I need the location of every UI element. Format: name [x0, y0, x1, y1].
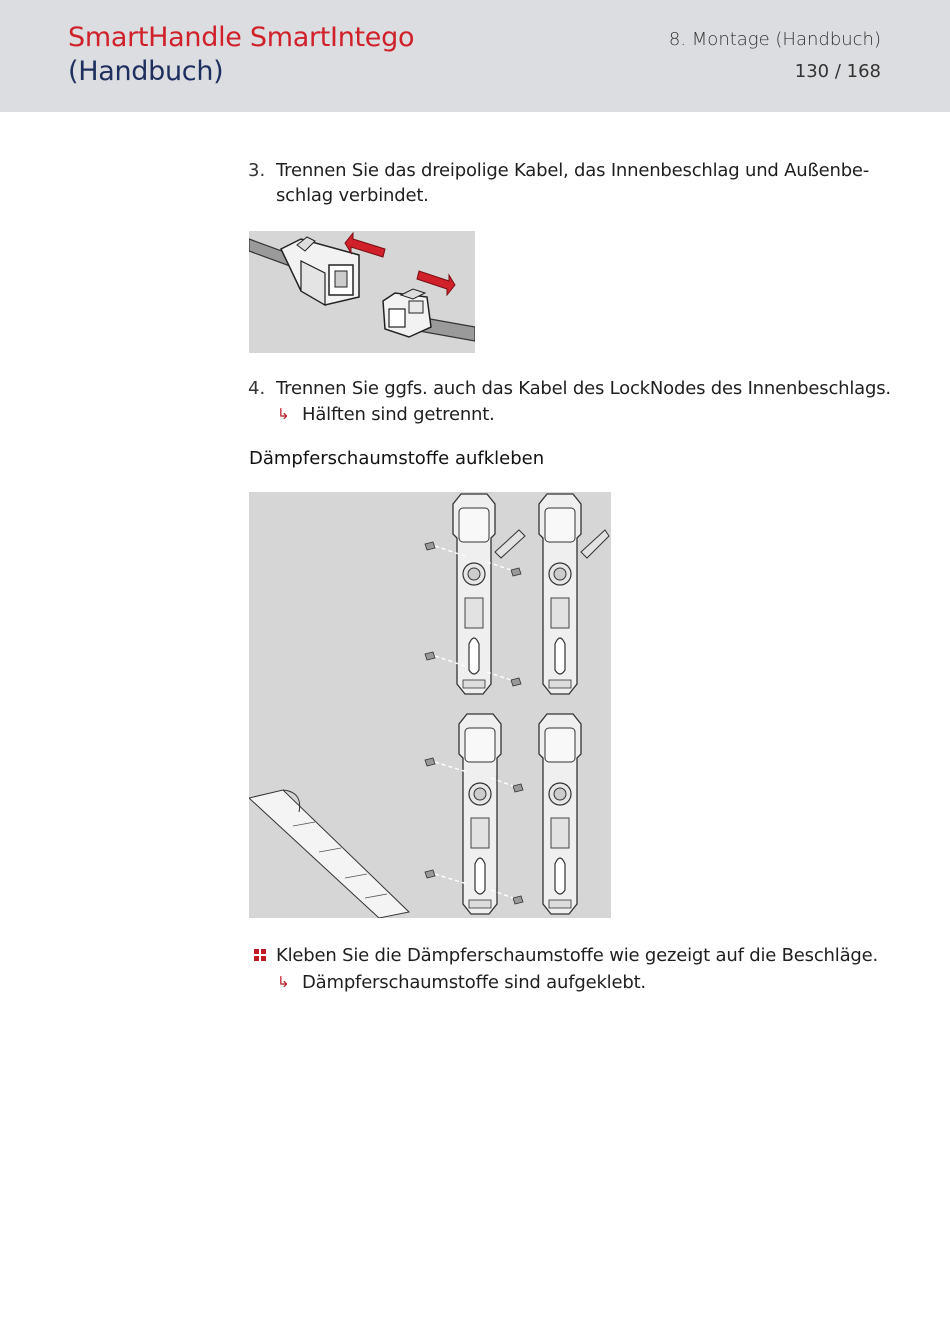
section-heading: Dämpferschaumstoffe aufkleben: [249, 448, 545, 469]
page-header: [0, 0, 950, 112]
step-result: Hälften sind getrennt.: [302, 404, 495, 425]
step-text: Trennen Sie das dreipolige Kabel, das Innenbeschlag und Außenbe-: [276, 160, 870, 181]
cable-connector-figure: [249, 231, 475, 353]
page-number: 130 / 168: [794, 61, 881, 82]
document-title: SmartHandle SmartIntego: [68, 22, 415, 53]
red-grid-bullet-icon: [254, 949, 266, 961]
document-subtitle: (Handbuch): [68, 56, 224, 87]
step-number: 3.: [248, 160, 266, 181]
instruction-result: Dämpferschaumstoffe sind aufgeklebt.: [302, 972, 646, 993]
damper-foam-figure: [249, 492, 611, 918]
fitting-assembly-illustration: [249, 492, 611, 918]
instruction-text: Kleben Sie die Dämpferschaumstoffe wie gezeigt auf die Beschläge.: [276, 945, 879, 966]
result-arrow-icon: ↳: [277, 405, 290, 423]
chapter-title: 8. Montage (Handbuch): [668, 29, 881, 50]
step-text-continued: schlag verbindet.: [276, 185, 429, 206]
step-number: 4.: [248, 378, 266, 399]
cable-connector-illustration: [249, 231, 475, 353]
result-arrow-icon: ↳: [277, 973, 290, 991]
step-text: Trennen Sie ggfs. auch das Kabel des LockNodes des Innenbeschlags.: [276, 378, 891, 399]
